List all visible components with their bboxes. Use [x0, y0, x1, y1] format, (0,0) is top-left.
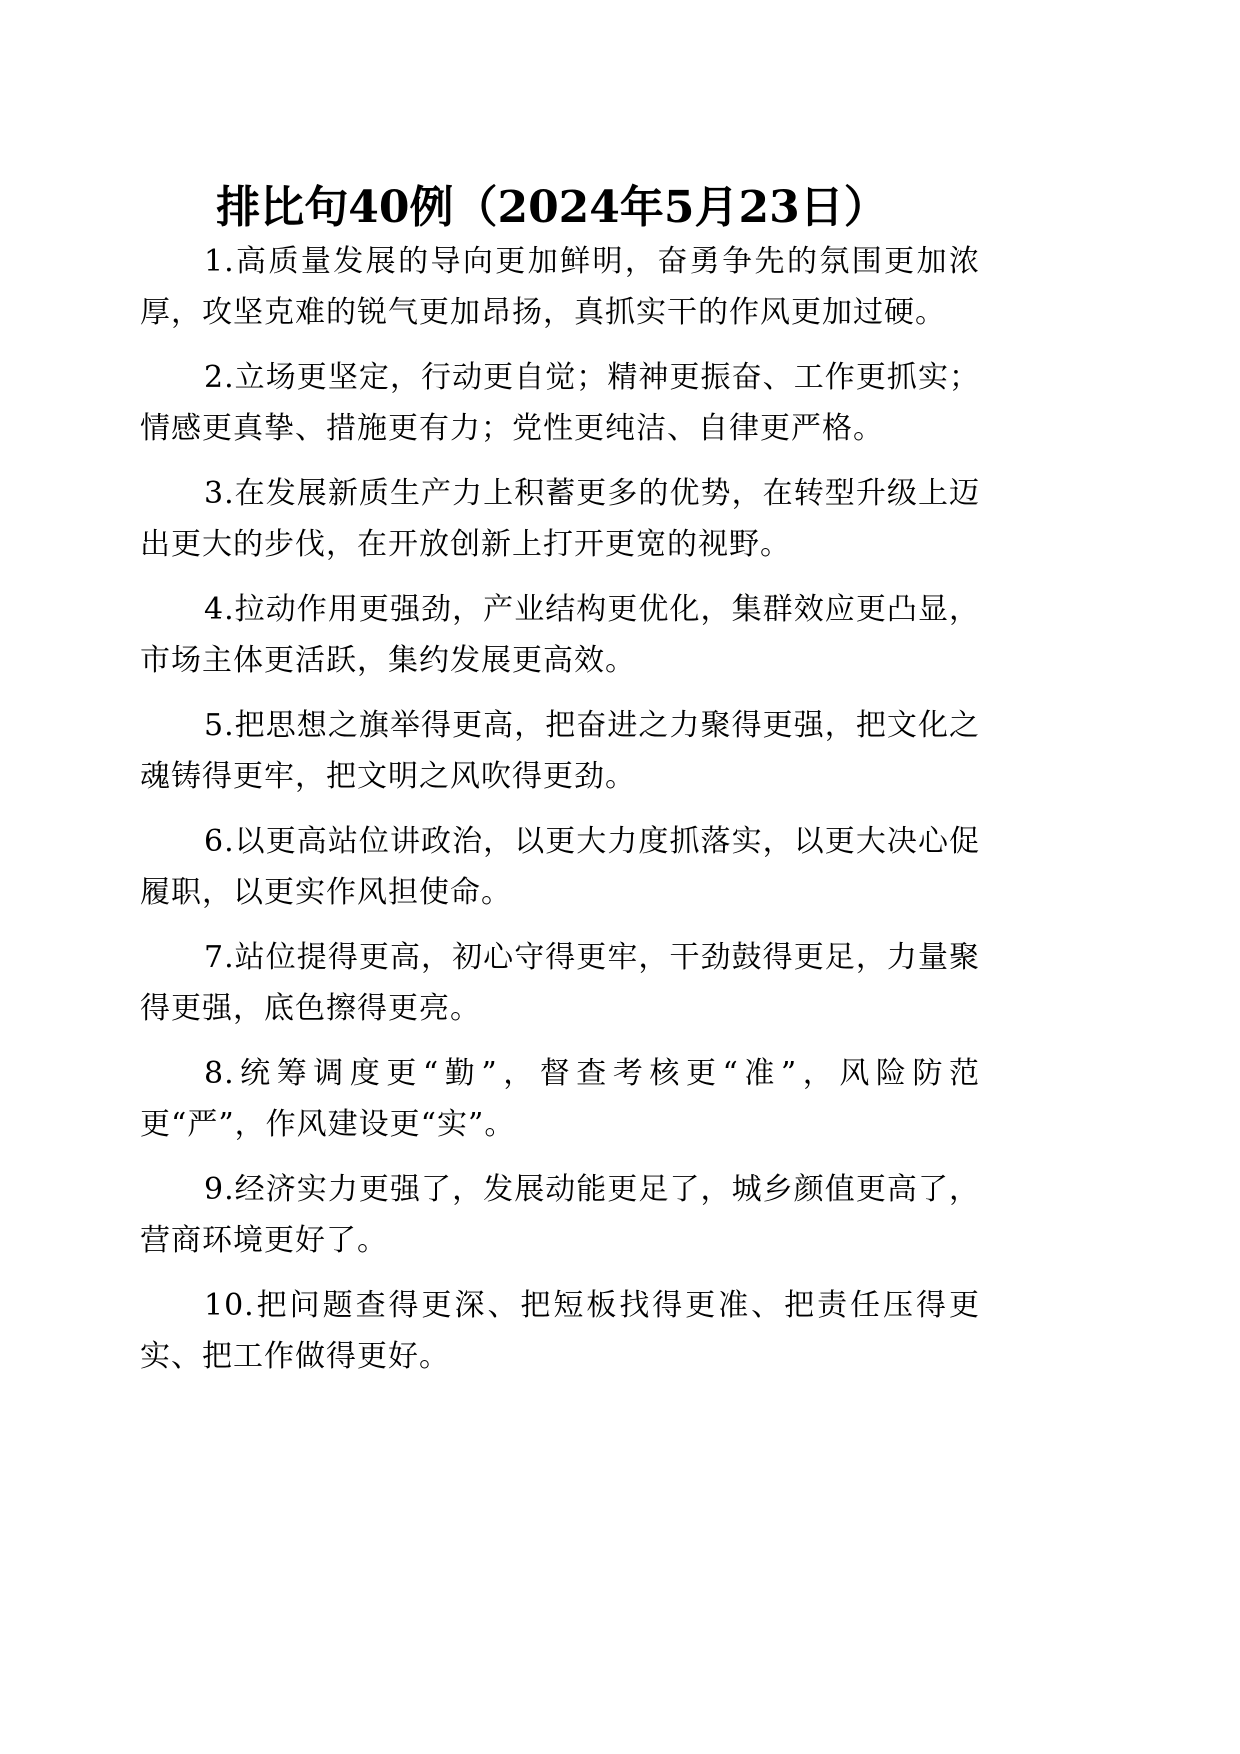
list-item: 8.统筹调度更“勤”，督查考核更“准”，风险防范更“严”，作风建设更“实”。 — [140, 1056, 980, 1142]
list-item: 6.以更高站位讲政治，以更大力度抓落实，以更大决心促履职，以更实作风担使命。 — [140, 824, 980, 910]
list-item: 5.把思想之旗举得更高，把奋进之力聚得更强，把文化之魂铸得更牢，把文明之风吹得更劲。 — [140, 708, 980, 794]
list-item: 4.拉动作用更强劲，产业结构更优化，集群效应更凸显，市场主体更活跃，集约发展更高效。 — [140, 592, 980, 678]
document-title: 排比句40例（2024年5月23日） — [216, 182, 888, 233]
list-item: 1.高质量发展的导向更加鲜明，奋勇争先的氛围更加浓厚，攻坚克难的锐气更加昂扬，真抓实干的作风更加过硬。 — [140, 244, 980, 330]
list-item: 2.立场更坚定，行动更自觉；精神更振奋、工作更抓实；情感更真挚、措施更有力；党性更纯洁、自律更严格。 — [140, 360, 980, 446]
list-item: 9.经济实力更强了，发展动能更足了，城乡颜值更高了，营商环境更好了。 — [140, 1172, 980, 1258]
list-item: 3.在发展新质生产力上积蓄更多的优势，在转型升级上迈出更大的步伐，在开放创新上打开更宽的视野。 — [140, 476, 980, 562]
list-item: 10.把问题查得更深、把短板找得更准、把责任压得更实、把工作做得更好。 — [140, 1288, 980, 1374]
item-list — [140, 236, 980, 1396]
list-item: 7.站位提得更高，初心守得更牢，干劲鼓得更足，力量聚得更强，底色擦得更亮。 — [140, 940, 980, 1026]
